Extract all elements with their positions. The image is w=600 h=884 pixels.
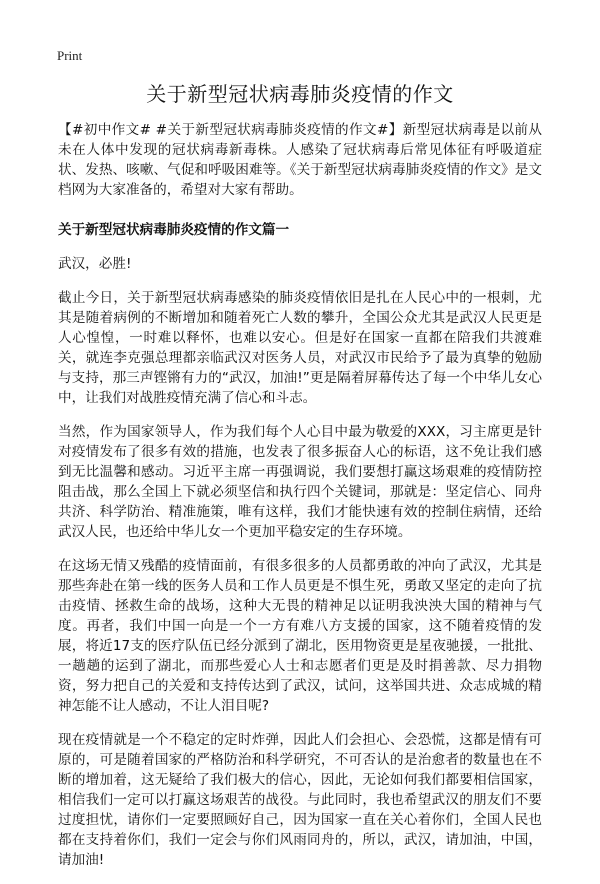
body-paragraph-4: 现在疫情就是一个不稳定的定时炸弹，因此人们会担心、会恐慌，这都是情有可原的，可是随着国家的严格防治和科学研究，不可否认的是治愈者的数量也在不断的增加着，这无疑给了我们极大的信心，因此，无论如何我们都要相信国家，相信我们一定可以打赢这场艰苦的战役。与此同时，我也希望武汉的朋友们不要过度担忧，请你们一定要照顾好自己，因为国家一直在关心着你们，全国人民也都在支持着你们，我们一定会与你们风雨同舟的，所以，武汉，请加油，中国，请加油! [58, 732, 542, 868]
greeting-paragraph: 武汉，必胜! [58, 256, 132, 272]
document-title: 关于新型冠状病毒肺炎疫情的作文 [146, 82, 454, 106]
print-link[interactable]: Print [57, 48, 83, 63]
intro-paragraph: 【#初中作文# #关于新型冠状病毒肺炎疫情的作文#】新型冠状病毒是以前从未在人体中发现的冠状病毒新毒株。人感染了冠状病毒后常见体征有呼吸道症状、发热、咳嗽、气促和呼吸困难等。《关于新型冠状病毒肺炎疫情的作文》是文档网为大家准备的，希望对大家有帮助。 [58, 122, 542, 198]
document-body [58, 120, 542, 884]
body-paragraph-2: 当然，作为国家领导人，作为我们每个人心目中最为敬爱的XXX，习主席更是针对疫情发布了很多有效的措施，也发表了很多振奋人心的标语，这不免让我们感到无比温馨和感动。习近平主席一再强调说，我们要想打赢这场艰难的疫情防控阻击战，那么全国上下就必须坚信和执行四个关键词，那就是：坚定信心、同舟共济、科学防治、精准施策，唯有这样，我们才能快速有效的控制住病情，还给武汉人民，也还给中华儿女一个更加平稳安定的生存环境。 [58, 424, 542, 540]
section-heading: 关于新型冠状病毒肺炎疫情的作文篇一 [58, 222, 290, 238]
body-paragraph-1: 截止今日，关于新型冠状病毒感染的肺炎疫情依旧是扎在人民心中的一根刺，尤其是随着病例的不断增加和随着死亡人数的攀升，全国公众尤其是武汉人民更是人心惶惶，一时难以释怀，也难以安心。但是好在国家一直都在陪我们共渡难关，就连李克强总理都亲临武汉对医务人员，对武汉市民给予了最为真挚的勉励与支持，那三声铿锵有力的“武汉，加油!”更是隔着屏幕传达了每一个中华儿女心中，让我们对战胜疫情充满了信心和斗志。 [58, 290, 542, 406]
body-paragraph-3: 在这场无情又残酷的疫情面前，有很多很多的人员都勇敢的冲向了武汉，尤其是那些奔赴在第一线的医务人员和工作人员更是不惧生死，勇敢又坚定的走向了抗击疫情、拯救生命的战场，这种大无畏的精神足以证明我泱泱大国的精神与气度。再者，我们中国一向是一个一方有难八方支援的国家，这不随着疫情的发展，将近17支的医疗队伍已经分派到了湖北，医用物资更是星夜驰援，一批批、一趟趟的运到了湖北，而那些爱心人士和志愿者们更是及时捐善款、尽力捐物资，努力把自己的关爱和支持传达到了武汉，试问，这举国共进、众志成城的精神怎能不让人感动，不让人泪目呢? [58, 558, 542, 714]
